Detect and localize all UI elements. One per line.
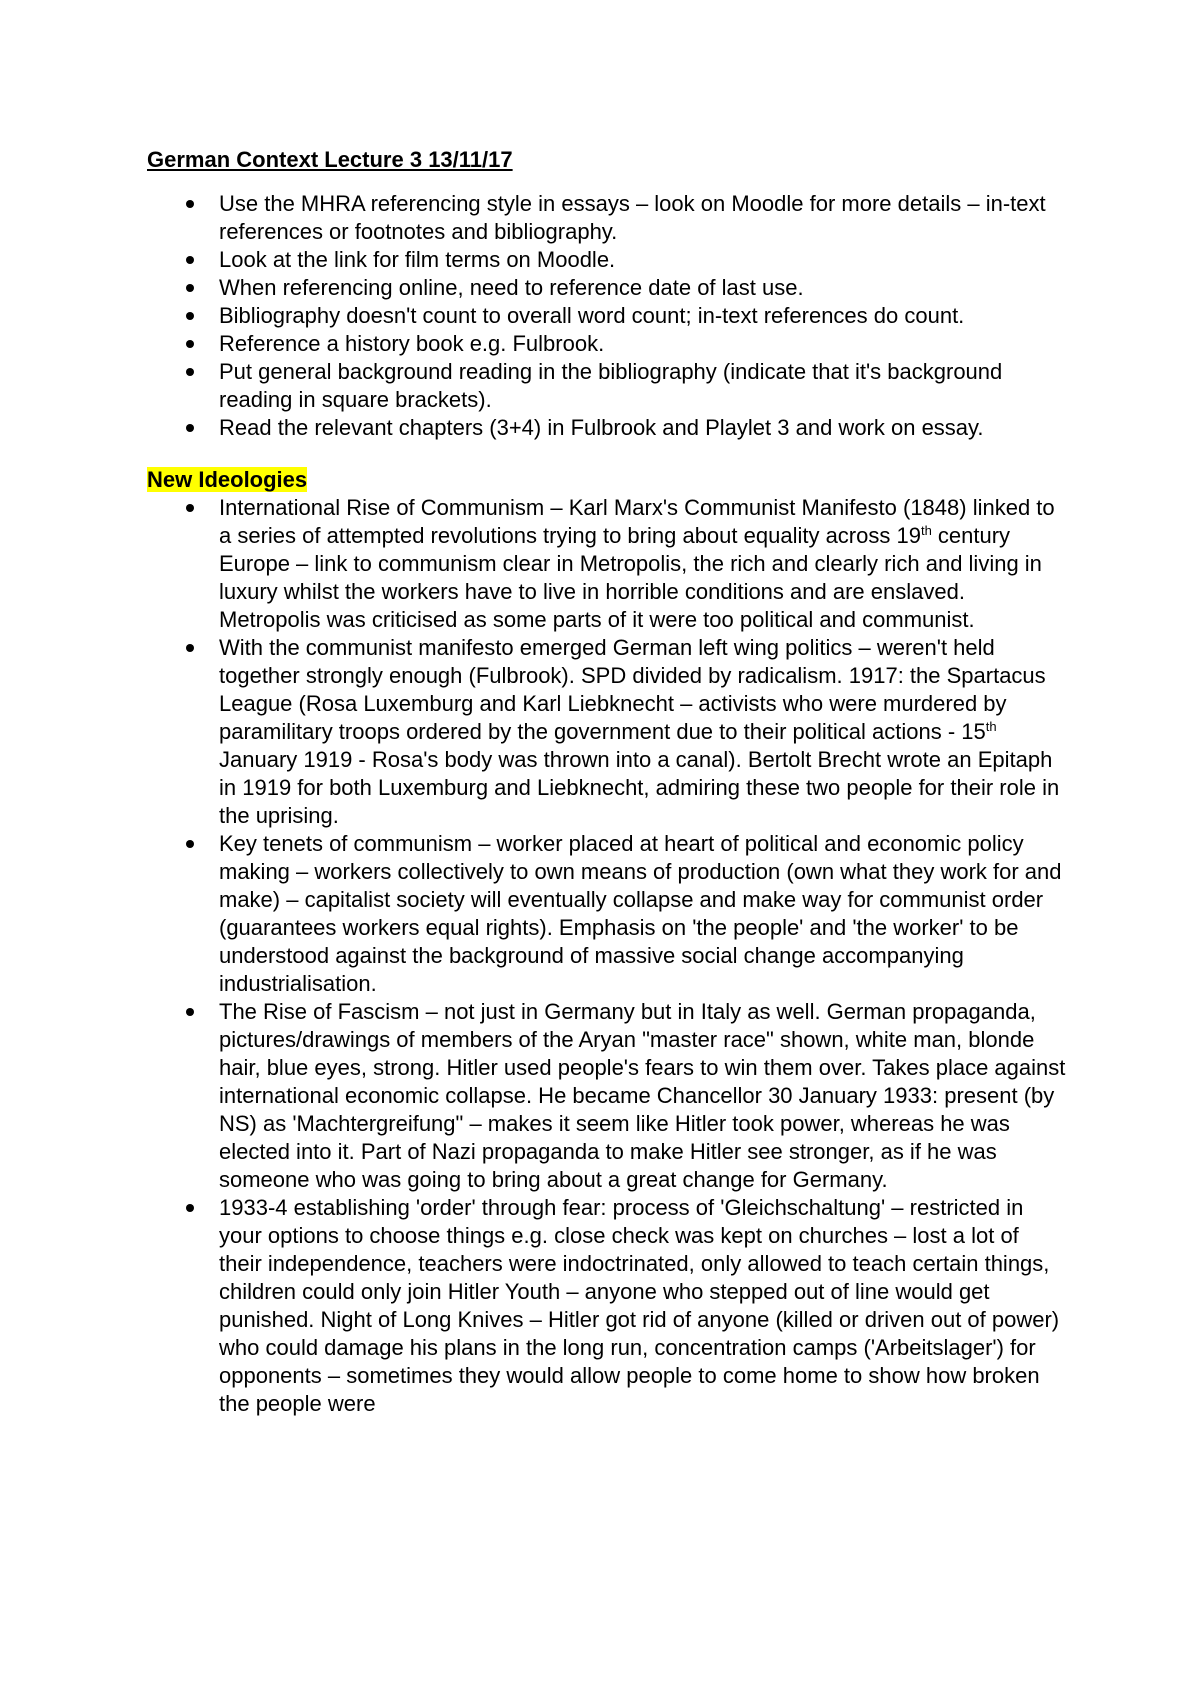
list-item xyxy=(147,302,1067,330)
list-item xyxy=(147,274,1067,302)
bullet-icon xyxy=(186,200,194,208)
document-title: German Context Lecture 3 13/11/17 xyxy=(147,147,513,172)
bullet-icon xyxy=(186,312,194,320)
list-item xyxy=(147,494,1067,634)
list-item-text: Put general background reading in the bibliography (indicate that it's background reading in square brackets). xyxy=(219,359,1003,412)
bullet-icon xyxy=(186,644,194,652)
list-item xyxy=(147,634,1067,830)
bullet-icon xyxy=(186,340,194,348)
bullet-icon xyxy=(186,368,194,376)
list-item-text: 1933-4 establishing 'order' through fear: process of 'Gleichschaltung' – restricted in your options to choose things e.g. close check was kept on churches – lost a lot of their independence, teachers were indoctrinated, only allowed to teach certain things, children could only join Hitler Youth – anyone who stepped out of line would get punished. Night of Long Knives – Hitler got rid of anyone (killed or driven out of power) who could damage his plans in the long run, concentration camps ('Arbeitslager') for opponents – sometimes they would allow people to come home to show how broken the people were xyxy=(219,1195,1060,1416)
intro-bullet-list xyxy=(147,190,1067,442)
list-item-text: Key tenets of communism – worker placed at heart of political and economic policy making – workers collectively to own means of production (own what they work for and make) – capitalist society will eventually collapse and make way for communist order (guarantees workers equal rights). Emphasis on 'the people' and 'the worker' to be understood against the background of massive social change accompanying industrialisation. xyxy=(219,831,1062,996)
ideologies-bullet-list xyxy=(147,494,1067,1418)
list-item-text: January 1919 - Rosa's body was thrown into a canal). Bertolt Brecht wrote an Epitaph in 1919 for both Luxemburg and Liebknecht, admiring these two people for their role in the uprising. xyxy=(219,747,1060,828)
list-item-text: Bibliography doesn't count to overall word count; in-text references do count. xyxy=(219,303,965,328)
list-item-text: With the communist manifesto emerged German left wing politics – weren't held together strongly enough (Fulbrook). SPD divided by radicalism. 1917: the Spartacus League (Rosa Luxemburg and Karl Liebknecht – activists who were murdered by paramilitary troops ordered by the government due to their political actions - 15 xyxy=(219,635,1046,744)
list-item xyxy=(147,998,1067,1194)
bullet-icon xyxy=(186,840,194,848)
bullet-icon xyxy=(186,1204,194,1212)
section-heading xyxy=(147,466,1067,494)
list-item xyxy=(147,330,1067,358)
list-item xyxy=(147,830,1067,998)
bullet-icon xyxy=(186,1008,194,1016)
bullet-icon xyxy=(186,504,194,512)
list-item-text: When referencing online, need to reference date of last use. xyxy=(219,275,804,300)
bullet-icon xyxy=(186,424,194,432)
bullet-icon xyxy=(186,256,194,264)
list-item xyxy=(147,414,1067,442)
list-item-text: The Rise of Fascism – not just in Germany but in Italy as well. German propaganda, pictures/drawings of members of the Aryan "master race" shown, white man, blonde hair, blue eyes, strong. Hitler used people's fears to win them over. Takes place against international economic collapse. He became Chancellor 30 January 1933: present (by NS) as 'Machtergreifung" – makes it seem like Hitler took power, whereas he was elected into it. Part of Nazi propaganda to make Hitler see stronger, as if he was someone who was going to bring about a great change for Germany. xyxy=(219,999,1066,1192)
list-item-text: Look at the link for film terms on Moodle. xyxy=(219,247,616,272)
list-item-text: Reference a history book e.g. Fulbrook. xyxy=(219,331,605,356)
list-item-text: Use the MHRA referencing style in essays – look on Moodle for more details – in-text references or footnotes and bibliography. xyxy=(219,191,1046,244)
list-item xyxy=(147,358,1067,414)
list-item xyxy=(147,246,1067,274)
list-item-text: Read the relevant chapters (3+4) in Fulbrook and Playlet 3 and work on essay. xyxy=(219,415,984,440)
list-item-text: International Rise of Communism – Karl Marx's Communist Manifesto (1848) linked to a series of attempted revolutions trying to bring about equality across 19 xyxy=(219,495,1055,548)
ordinal-superscript: th xyxy=(985,719,997,734)
list-item xyxy=(147,190,1067,246)
list-item xyxy=(147,1194,1067,1418)
document-page xyxy=(147,146,1067,1418)
section-heading-text: New Ideologies xyxy=(147,467,308,492)
bullet-icon xyxy=(186,284,194,292)
list-item-text: century Europe – link to communism clear in Metropolis, the rich and clearly rich and living in luxury whilst the workers have to live in horrible conditions and are enslaved. Metropolis was criticised as some parts of it were too political and communist. xyxy=(219,523,1042,632)
ordinal-superscript: th xyxy=(920,523,932,538)
